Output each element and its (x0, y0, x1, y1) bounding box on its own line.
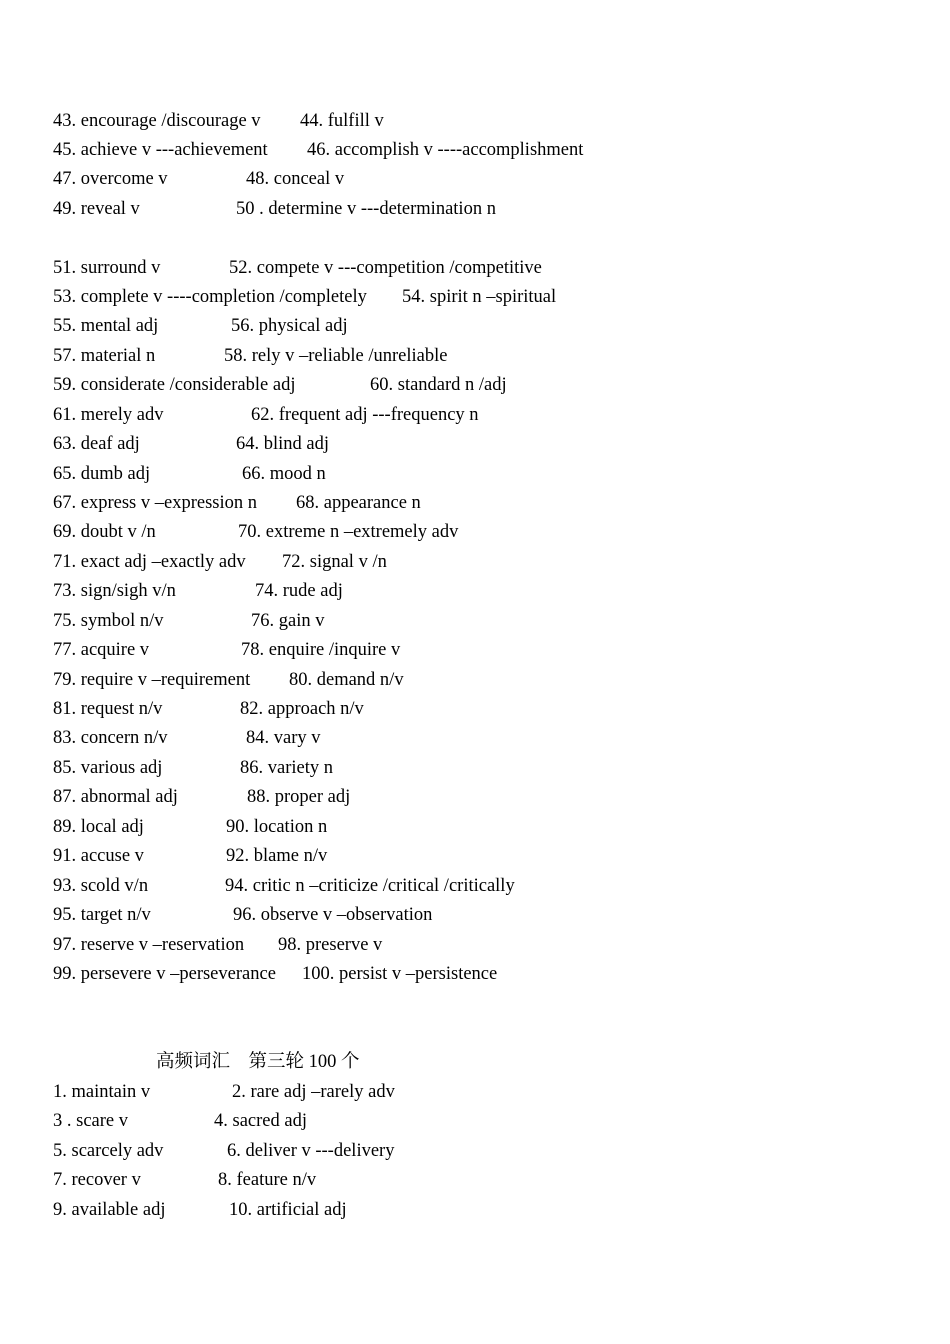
vocab-entry: 99. persevere v –perseverance (53, 964, 276, 984)
vocab-entry: 65. dumb adj (53, 464, 151, 484)
vocab-entry: 6. deliver v ---delivery (227, 1141, 395, 1161)
vocab-entry: 7. recover v (53, 1170, 141, 1190)
vocab-entry: 97. reserve v –reservation (53, 935, 245, 955)
vocab-entry: 68. appearance n (296, 493, 421, 513)
vocab-entry: 95. target n/v (53, 905, 151, 925)
vocab-entry: 84. vary v (246, 728, 321, 748)
vocab-entry: 75. symbol n/v (53, 611, 164, 631)
vocab-entry: 80. demand n/v (289, 670, 404, 690)
vocab-entry: 74. rude adj (255, 581, 343, 601)
vocab-entry: 87. abnormal adj (53, 787, 178, 807)
vocab-entry: 93. scold v/n (53, 876, 149, 896)
vocab-entry: 63. deaf adj (53, 434, 140, 454)
vocab-entry: 78. enquire /inquire v (241, 640, 401, 660)
vocab-entry: 49. reveal v (53, 199, 140, 219)
vocab-entry: 76. gain v (251, 611, 325, 631)
section-heading: 高频词汇 第三轮 100 个 (156, 1052, 360, 1072)
vocab-entry: 89. local adj (53, 817, 144, 837)
vocab-entry: 5. scarcely adv (53, 1141, 164, 1161)
vocab-entry: 73. sign/sigh v/n (53, 581, 176, 601)
vocab-entry: 50 . determine v ---determination n (236, 199, 496, 219)
vocab-entry: 66. mood n (242, 464, 326, 484)
vocab-entry: 61. merely adv (53, 405, 164, 425)
vocab-entry: 77. acquire v (53, 640, 150, 660)
vocab-entry: 2. rare adj –rarely adv (232, 1082, 395, 1102)
vocab-entry: 98. preserve v (278, 935, 383, 955)
vocab-entry: 86. variety n (240, 758, 333, 778)
vocab-entry: 69. doubt v /n (53, 522, 156, 542)
vocab-entry: 85. various adj (53, 758, 163, 778)
vocab-entry: 72. signal v /n (282, 552, 387, 572)
vocab-entry: 58. rely v –reliable /unreliable (224, 346, 448, 366)
vocab-entry: 60. standard n /adj (370, 375, 507, 395)
vocab-entry: 81. request n/v (53, 699, 163, 719)
vocab-entry: 8. feature n/v (218, 1170, 317, 1190)
vocab-entry: 56. physical adj (231, 316, 348, 336)
vocab-entry: 45. achieve v ---achievement (53, 140, 268, 160)
vocab-entry: 52. compete v ---competition /competitive (229, 258, 542, 278)
vocab-entry: 79. require v –requirement (53, 670, 251, 690)
vocab-entry: 10. artificial adj (229, 1200, 347, 1220)
vocab-entry: 82. approach n/v (240, 699, 364, 719)
vocab-entry: 54. spirit n –spiritual (402, 287, 557, 307)
vocab-entry: 100. persist v –persistence (302, 964, 498, 984)
vocab-entry: 67. express v –expression n (53, 493, 257, 513)
vocab-entry: 3 . scare v (53, 1111, 128, 1131)
vocab-entry: 71. exact adj –exactly adv (53, 552, 246, 572)
vocab-entry: 83. concern n/v (53, 728, 168, 748)
vocab-entry: 96. observe v –observation (233, 905, 433, 925)
vocab-entry: 64. blind adj (236, 434, 330, 454)
vocab-entry: 59. considerate /considerable adj (53, 375, 296, 395)
vocab-entry: 94. critic n –criticize /critical /critically (225, 876, 515, 896)
vocab-entry: 90. location n (226, 817, 328, 837)
vocab-entry: 51. surround v (53, 258, 161, 278)
vocab-entry: 46. accomplish v ----accomplishment (307, 140, 584, 160)
vocab-entry: 9. available adj (53, 1200, 166, 1220)
vocab-entry: 88. proper adj (247, 787, 351, 807)
vocab-entry: 44. fulfill v (300, 111, 384, 131)
vocab-entry: 4. sacred adj (214, 1111, 307, 1131)
vocab-entry: 57. material n (53, 346, 156, 366)
vocab-entry: 53. complete v ----completion /completely (53, 287, 367, 307)
vocab-entry: 91. accuse v (53, 846, 144, 866)
vocab-entry: 62. frequent adj ---frequency n (251, 405, 479, 425)
vocab-entry: 47. overcome v (53, 169, 168, 189)
vocab-entry: 55. mental adj (53, 316, 159, 336)
vocab-entry: 1. maintain v (53, 1082, 151, 1102)
vocab-entry: 43. encourage /discourage v (53, 111, 261, 131)
vocab-entry: 70. extreme n –extremely adv (238, 522, 459, 542)
vocab-entry: 92. blame n/v (226, 846, 328, 866)
vocab-entry: 48. conceal v (246, 169, 345, 189)
